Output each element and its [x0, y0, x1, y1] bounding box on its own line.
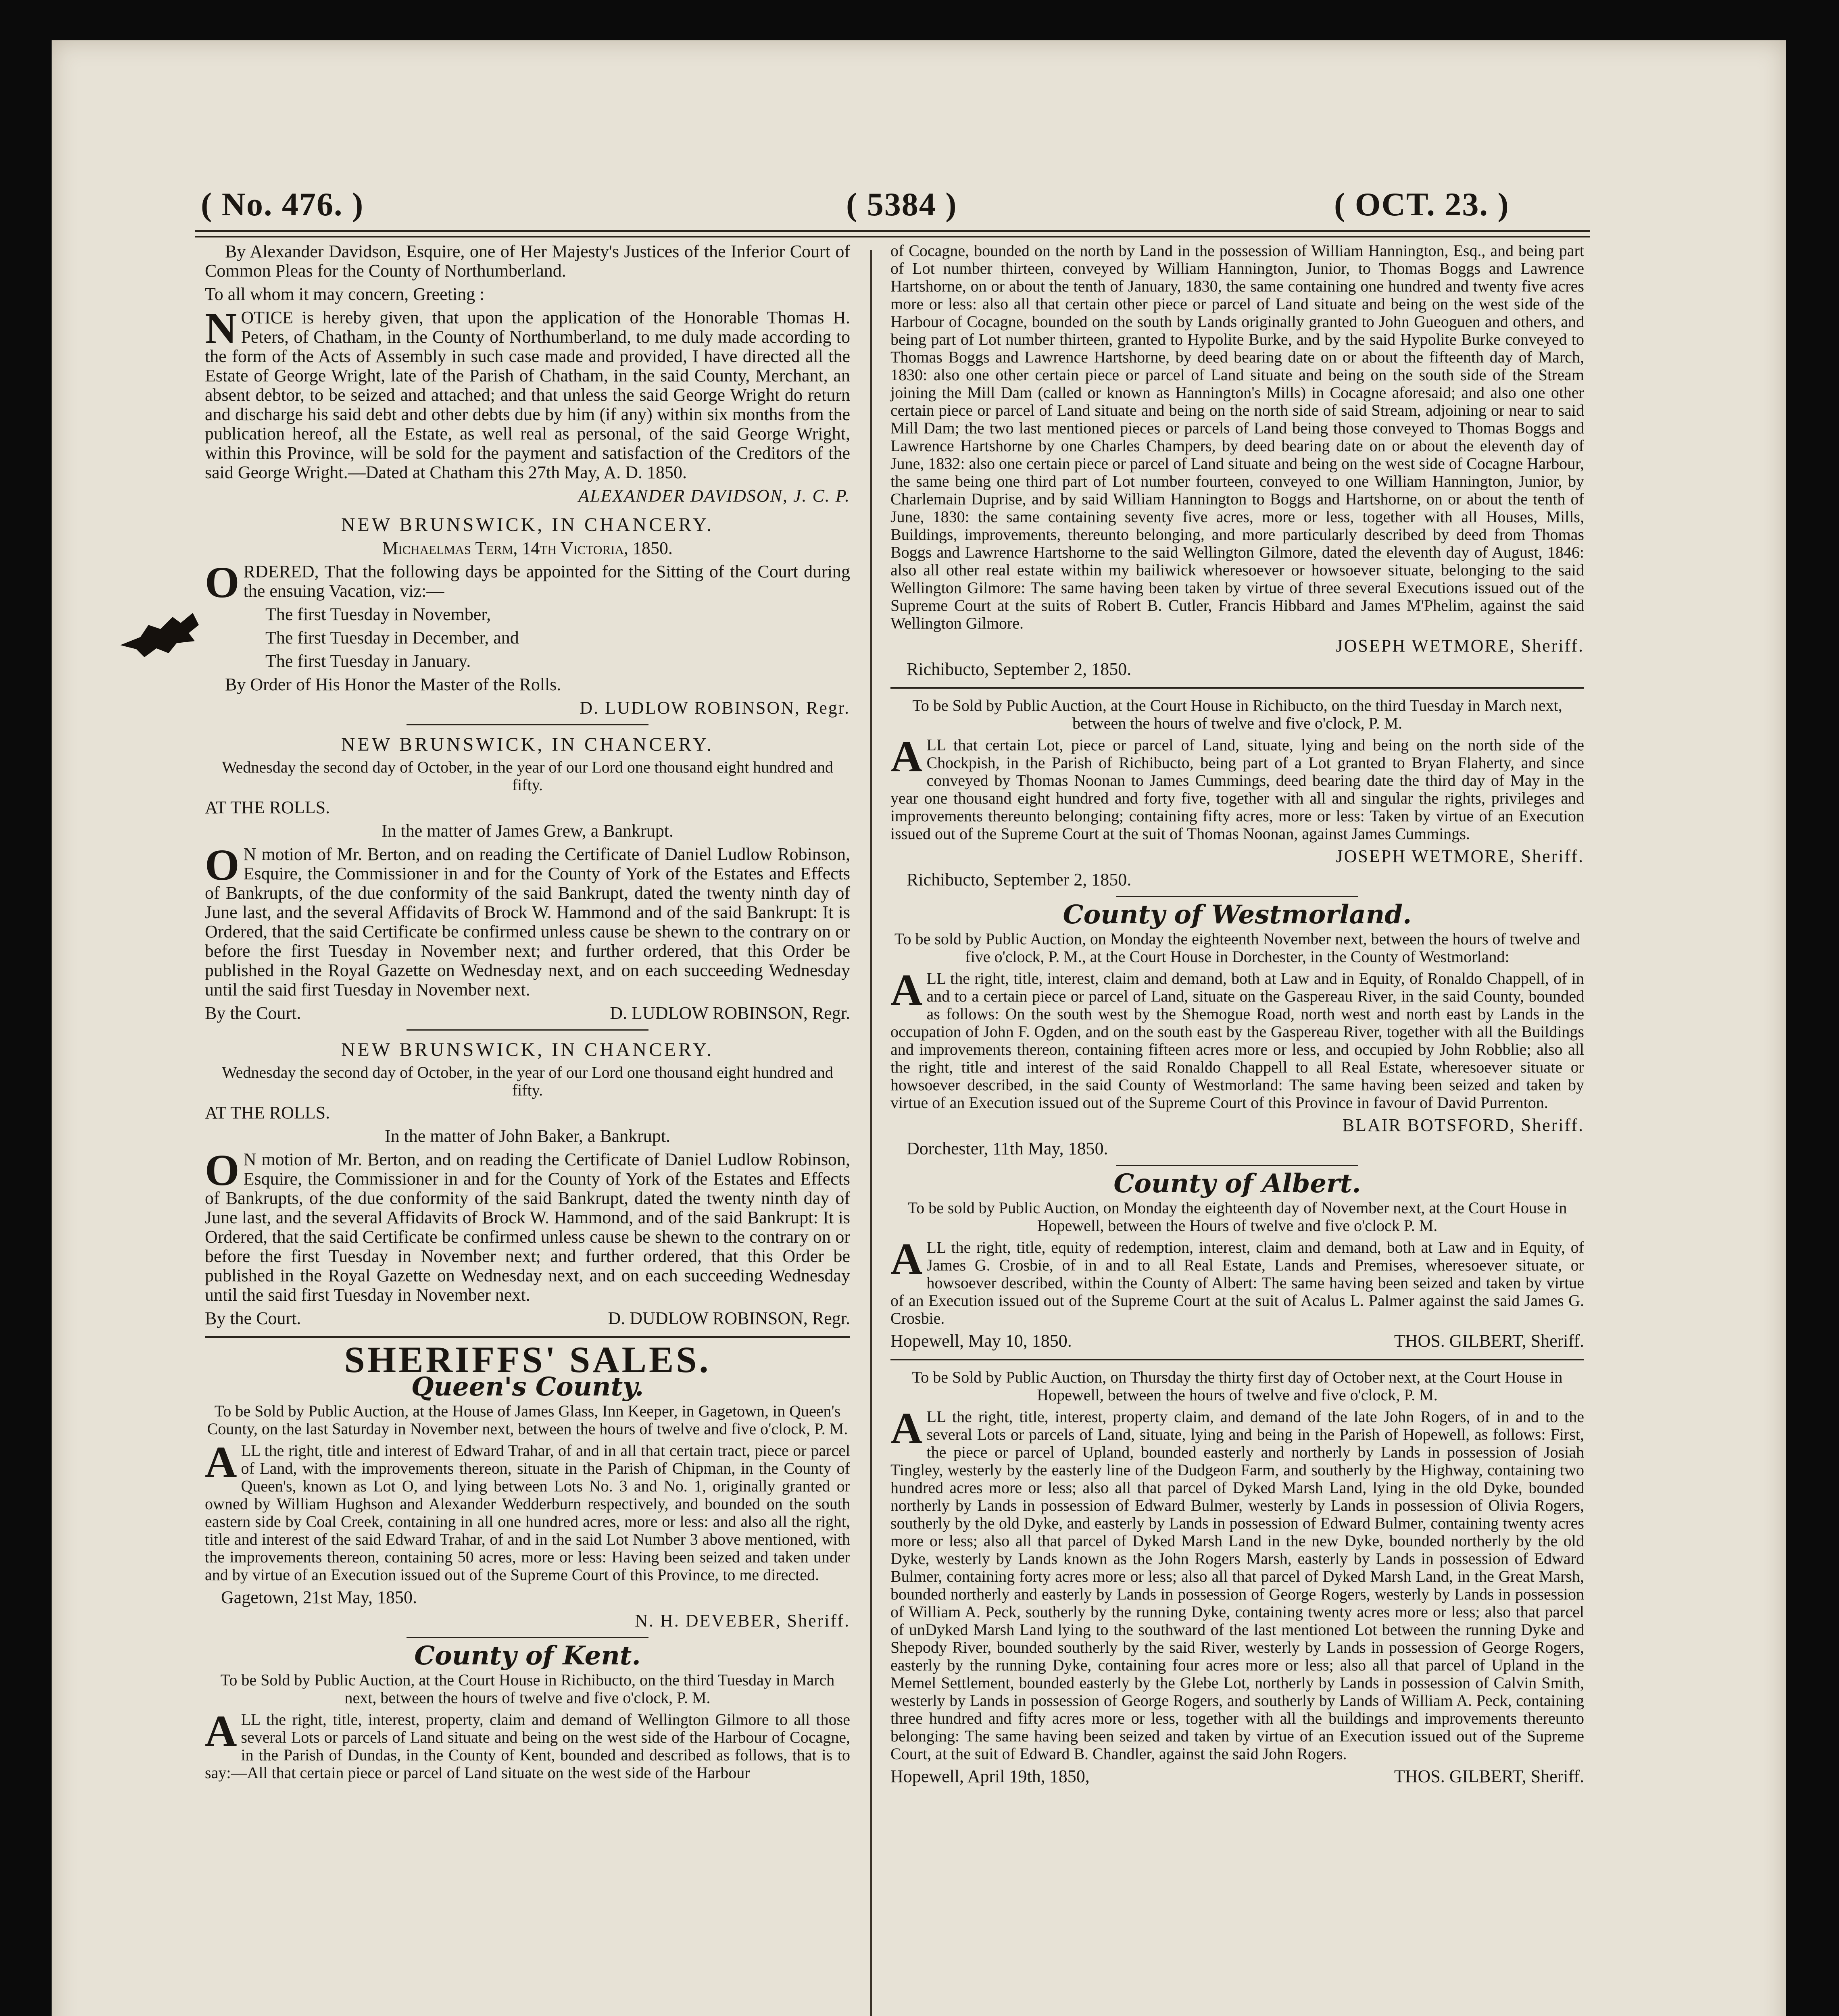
- section-rule: [890, 1359, 1584, 1360]
- sale-dateline: Dorchester, 11th May, 1850.: [907, 1139, 1108, 1158]
- chancery-rolls: AT THE ROLLS.: [205, 1103, 330, 1123]
- by-the-court: By the Court.: [205, 1003, 301, 1023]
- sheriff-signature: BLAIR BOTSFORD, Sheriff.: [1342, 1115, 1584, 1135]
- section-rule: [1116, 1165, 1358, 1166]
- county-heading: County of Albert.: [1113, 1168, 1361, 1199]
- notice-greeting: To all whom it may concern, Greeting :: [205, 284, 485, 304]
- sale-dateline: Gagetown, 21st May, 1850.: [221, 1587, 417, 1607]
- sale-intro: To be Sold by Public Auction, at the House of James Glass, Inn Keeper, in Gagetown, in Queen's County, on the last Saturday in November next, between the hours of twelve and five o'clock, P. M.: [207, 1402, 848, 1438]
- chancery-heading: NEW BRUNSWICK, IN CHANCERY.: [341, 514, 714, 535]
- section-rule: [407, 1029, 648, 1031]
- right-column: [890, 242, 1584, 1786]
- sheriff-signature: JOSEPH WETMORE, Sheriff.: [1336, 846, 1584, 866]
- sale-dateline: Richibucto, September 2, 1850.: [907, 659, 1132, 679]
- vacation-day: The first Tuesday in November,: [265, 604, 491, 624]
- section-rule: [205, 1336, 850, 1338]
- bankrupt-matter: In the matter of James Grew, a Bankrupt.: [381, 821, 674, 841]
- chancery-date: Wednesday the second day of October, in the year of our Lord one thousand eight hundred and fifty.: [222, 758, 833, 794]
- sale-body: ALL the right, title, interest, claim and demand, both at Law and in Equity, of Ronaldo Chappell, of in and to a certain piece or parcel of Land, situate on the Gaspereau River, in the said County, bounded as follows: On the south west by the Shemogue Road, north west and north east by Lands in the occupation of John F. Ogden, and on the south east by the Gaspereau River, together with all the Buildings and improvements thereon, containing fifteen acres more or less, and occupied by John Robblie; also all the right, title and interest of the said Ronaldo Chappell to all Real Estate, wheresoever situate or howsoever described, in the said County of Westmorland: The same having been seized and taken by virtue of an Execution issued out of the Supreme Court of this Province in favour of David Purrenton.: [890, 965, 1584, 1112]
- issue-number: ( No. 476. ): [201, 186, 364, 223]
- county-heading: Queen's County.: [411, 1372, 644, 1402]
- sheriff-signature: THOS. GILBERT, Sheriff.: [1394, 1331, 1584, 1351]
- section-rule: [1116, 896, 1358, 897]
- notice-signature: ALEXANDER DAVIDSON, J. C. P.: [578, 486, 850, 506]
- bankrupt-body: ON motion of Mr. Berton, and on reading the Certificate of Daniel Ludlow Robinson, Esquire, the Commissioner in and for the County of York of the Estates and Effects of Bankrupts, of the due conformity of the said Bankrupt, dated the twenty ninth day of June last, and the several Affidavits of Brock W. Hammond and of the said Bankrupt: It is Ordered, that the said Certificate be confirmed unless cause be shewn to the contrary on or before the first Tuesday in November next; and further ordered, that this Order be published in the Royal Gazette on Wednesday next, and on each succeeding Wednesday until the said first Tuesday in November next.: [205, 840, 850, 1000]
- page-number: ( 5384 ): [846, 186, 957, 223]
- ink-blot: [112, 601, 209, 665]
- sheriff-signature: JOSEPH WETMORE, Sheriff.: [1336, 636, 1584, 656]
- sale-intro: To be sold by Public Auction, on Monday the eighteenth November next, between the hours of twelve and five o'clock, P. M., at the Court House in Dorchester, in the County of Westmorland:: [894, 930, 1580, 966]
- sale-dateline: Richibucto, September 2, 1850.: [907, 870, 1132, 889]
- sale-body: ALL the right, title, interest, property, claim and demand of Wellington Gilmore to all those several Lots or parcels of Land situate and being on the west side of the Harbour of Cocagne, in the Parish of Dundas, in the County of Kent, bounded and described as follows, that is to say:—All that certain piece or parcel of Land situate on the west side of the Harbour: [205, 1706, 850, 1782]
- sheriff-signature: N. H. DEVEBER, Sheriff.: [635, 1611, 850, 1631]
- page-header: [52, 177, 1786, 230]
- sale-body-continued: of Cocagne, bounded on the north by Land in the possession of William Hannington, Esq., and being part of Lot number thirteen, conveyed by William Hannington, Junior, to Thomas Boggs and Lawrence Hartshorne, on or about the tenth of January, 1830, the same containing one hundred and twenty five acres more or less: also all that certain other piece or parcel of Land situate and being on the west side of the Harbour of Cocagne, bounded on the south by Lands originally granted to John Gueoguen and others, and being part of Lot number thirteen, granted to Hypolite Burke, and by the said Hypolite Burke conveyed to Thomas Boggs and Lawrence Hartshorne, by deed bearing date on or about the fifteenth day of March, 1830: also one other certain piece or parcel of Land situate and being on the south side of the Stream joining the Mill Dam (called or known as Hannington's Mills) in Cocagne aforesaid; and also one other certain piece or parcel of Land situate and being on the north side of said Stream, adjoining or near to said Mill Dam; the two last mentioned pieces or parcels of Land being those conveyed to Thomas Boggs and Lawrence Hartshorne by one Charles Champers, by deed bearing date on or about the eleventh day of June, 1832: also one certain piece or parcel of Land situate and being on the west side of Cocagne Harbour, the same being one third part of Lot number fourteen, conveyed to one William Hannington, Junior, by Charlemain Duprise, and by said William Hannington to Boggs and Hartshorne, on or about the tenth of June, 1830: the same containing seventy five acres, more or less, together with all Houses, Mills, Buildings, improvements, thereunto belonging, and more particularly described by deed from Thomas Boggs and Lawrence Hartshorne to the said Wellington Gilmore, dated the eleventh day of August, 1846: also all other real estate within my bailiwick wheresoever or howsoever situate, belonging to the said Wellington Gilmore: The same having been taken by virtue of three several Executions issued out of the Supreme Court at the suits of Robert B. Cutler, Francis Hibbard and James M'Phelim, against the said Wellington Gilmore.: [890, 242, 1584, 632]
- sale-intro: To be Sold by Public Auction, at the Court House in Richibucto, on the third Tuesday in March next, between the hours of twelve and five o'clock, P. M.: [912, 696, 1562, 732]
- issue-date: ( OCT. 23. ): [1334, 186, 1510, 223]
- sale-dateline: Hopewell, May 10, 1850.: [890, 1331, 1072, 1351]
- vacation-day: The first Tuesday in December, and: [265, 628, 519, 648]
- section-rule: [407, 1637, 648, 1638]
- vacation-days: [265, 605, 850, 671]
- chancery-signature: D. DUDLOW ROBINSON, Regr.: [608, 1308, 850, 1328]
- notice-body: NOTICE is hereby given, that upon the application of the Honorable Thomas H. Peters, of Chatham, in the County of Northumberland, to me duly made according to the form of the Acts of Assembly in such case made and provided, I have directed all the Estate of George Wright, late of the Parish of Chatham, in the said County, Merchant, an absent debtor, to be seized and attached; and that unless the said George Wright do return and discharge his said debt and other debts due by him (if any) within six months from the publication hereof, all the Estate, as well real as personal, of the said George Wright, within this Province, will be sold for the payment and satisfaction of the Creditors of the said George Wright.—Dated at Chatham this 27th May, A. D. 1850.: [205, 304, 850, 482]
- section-rule: [407, 724, 648, 725]
- county-heading: County of Westmorland.: [1063, 900, 1412, 930]
- sale-body: ALL the right, title, interest, property claim, and demand of the late John Rogers, of in and to the several Lots or parcels of Land, situate, lying and being in the Parish of Hopewell, as follows: First, the piece or parcel of Upland, bounded easterly and northerly by Lands in possession of Josiah Tingley, westerly by the easterly line of the Dudgeon Farm, and southerly by the Highway, containing two hundred acres more or less; also all that parcel of Dyked Marsh Land, lying in the old Dyke, bounded northerly by Lands in possession of Edward Bulmer, westerly by Lands in possession of Olivia Rogers, southerly by the old Dyke, and easterly by Lands in possession of Edward Bulmer, containing twenty acres more or less; also all that parcel of Dyked Marsh Land in the new Dyke, bounded northerly by the old Dyke, westerly by Lands known as the John Rogers Marsh, easterly by Lands in possession of Edward Bulmer, containing forty acres more or less; also all that parcel of Dyked Marsh Land, in the Great Marsh, bounded northerly and easterly by Lands in possession of George Rogers, westerly by Lands in possession of William A. Peck, southerly by the running Dyke, containing twenty acres more or less; also that parcel of unDyked Marsh Land lying to the southward of the last mentioned Lot between the running Dyke and Shepody River, bounded southerly by the said River, westerly by Lands in possession of George Rogers, easterly by the running Dyke, containing four acres more or less; also all that parcel of Upland in the Memel Settlement, bounded easterly by the Glebe Lot, northerly by Lands in possession of Calvin Smith, westerly by Lands in possession of George Rogers, and southerly by Lands of William A. Peck, containing three hundred and fifty acres more or less, together with all the buildings and improvements thereunto belonging: The same having been seized and taken by virtue of an Execution issued out of the Supreme Court, at the suit of Edward B. Chandler, against the said John Rogers.: [890, 1404, 1584, 1763]
- sale-body: ALL the right, title and interest of Edward Trahar, of and in all that certain tract, piece or parcel of Land, with the improvements thereon, situate in the Parish of Chipman, in the County of Queen's, known as Lot O, and lying between Lots No. 3 and No. 1, originally granted or owned by William Hughson and Alexander Wedderburn respectively, and bounded on the south eastern side by Coal Creek, containing in all one hundred acres, more or less: and also all the right, title and interest of the said Edward Trahar, of and in the said Lot Number 3 above mentioned, with the improvements thereon, containing 50 acres, more or less: Having been seized and taken under and by virtue of an Execution issued out of the Supreme Court of this Province, to me directed.: [205, 1437, 850, 1584]
- chancery-signature: D. LUDLOW ROBINSON, Regr.: [580, 698, 850, 718]
- left-column: [205, 242, 850, 1786]
- notice-intro: By Alexander Davidson, Esquire, one of Her Majesty's Justices of the Inferior Court of Common Pleas for the County of Northumberland.: [205, 242, 850, 281]
- sale-body: ALL the right, title, equity of redemption, interest, claim and demand, both at Law and in Equity, of James G. Crosbie, of in and to all Real Estate, Lands and Premises, wheresoever situate, or howsoever described, within the County of Albert: The same having been seized and taken by virtue of an Execution issued out of the Supreme Court at the suit of Acalus L. Palmer against the said James G. Crosbie.: [890, 1234, 1584, 1327]
- bankrupt-matter: In the matter of John Baker, a Bankrupt.: [384, 1126, 671, 1146]
- chancery-heading: NEW BRUNSWICK, IN CHANCERY.: [341, 1039, 714, 1060]
- chancery-by-order: By Order of His Honor the Master of the Rolls.: [225, 675, 561, 694]
- newspaper-page: [52, 40, 1786, 2016]
- sale-signoff: [890, 1331, 1584, 1351]
- vacation-day: The first Tuesday in January.: [265, 651, 471, 671]
- chancery-signature: D. LUDLOW ROBINSON, Regr.: [610, 1003, 850, 1023]
- chancery-term: Michaelmas Term, 14th Victoria, 1850.: [382, 538, 673, 558]
- chancery-date: Wednesday the second day of October, in the year of our Lord one thousand eight hundred and fifty.: [222, 1063, 833, 1099]
- sheriffs-sales-title: SHERIFFS' SALES.: [344, 1339, 711, 1380]
- bankrupt-body: ON motion of Mr. Berton, and on reading the Certificate of Daniel Ludlow Robinson, Esquire, the Commissioner in and for the County of York of the Estates and Effects of Bankrupts, of the due conformity of the said Bankrupt, dated the twenty ninth day of June last, and the several Affidavits of Brock W. Hammond, and of the said Bankrupt: It is Ordered, that the said Certificate be confirmed unless cause be shewn to the contrary on or before the first Tuesday in November next; and further ordered, that this Order be published in the Royal Gazette on Wednesday next, and on each succeeding Wednesday until the said first Tuesday in November next.: [205, 1145, 850, 1305]
- sheriff-signature: THOS. GILBERT, Sheriff.: [1394, 1766, 1584, 1786]
- chancery-signoff: [205, 1309, 850, 1328]
- sale-intro: To be Sold by Public Auction, on Thursday the thirty first day of October next, at the Court House in Hopewell, between the hours of twelve and five o'clock, P. M.: [912, 1368, 1563, 1404]
- sale-signoff: [890, 1767, 1584, 1786]
- chancery-rolls: AT THE ROLLS.: [205, 798, 330, 817]
- sale-body: ALL that certain Lot, piece or parcel of Land, situate, lying and being on the north side of the Chockpish, in the Parish of Richibucto, being part of a Lot granted to Bryan Flaherty, and since conveyed by Thomas Noonan to James Cummings, deed bearing date the third day of May in the year one thousand eight hundred and forty five, together with all and singular the rights, privileges and improvements thereunto belonging; containing fifty acres, more or less: Taken by virtue of an Execution issued out of the Supreme Court at the suit of Thomas Noonan, against James Cummings.: [890, 732, 1584, 843]
- sale-intro: To be Sold by Public Auction, at the Court House in Richibucto, on the third Tuesday in March next, between the hours of twelve and five o'clock, P. M.: [220, 1671, 835, 1707]
- column-divider: [870, 250, 872, 2016]
- chancery-order-body: ORDERED, That the following days be appointed for the Sitting of the Court during the ensuing Vacation, viz:—: [205, 558, 850, 607]
- chancery-signoff: [205, 1004, 850, 1023]
- section-rule: [890, 687, 1584, 689]
- header-rule: [195, 230, 1590, 237]
- chancery-heading: NEW BRUNSWICK, IN CHANCERY.: [341, 734, 714, 755]
- county-heading: County of Kent.: [414, 1641, 641, 1671]
- by-the-court: By the Court.: [205, 1308, 301, 1328]
- sale-intro: To be sold by Public Auction, on Monday the eighteenth day of November next, at the Court House in Hopewell, between the Hours of twelve and five o'clock P. M.: [907, 1199, 1567, 1235]
- sale-dateline: Hopewell, April 19th, 1850,: [890, 1766, 1090, 1786]
